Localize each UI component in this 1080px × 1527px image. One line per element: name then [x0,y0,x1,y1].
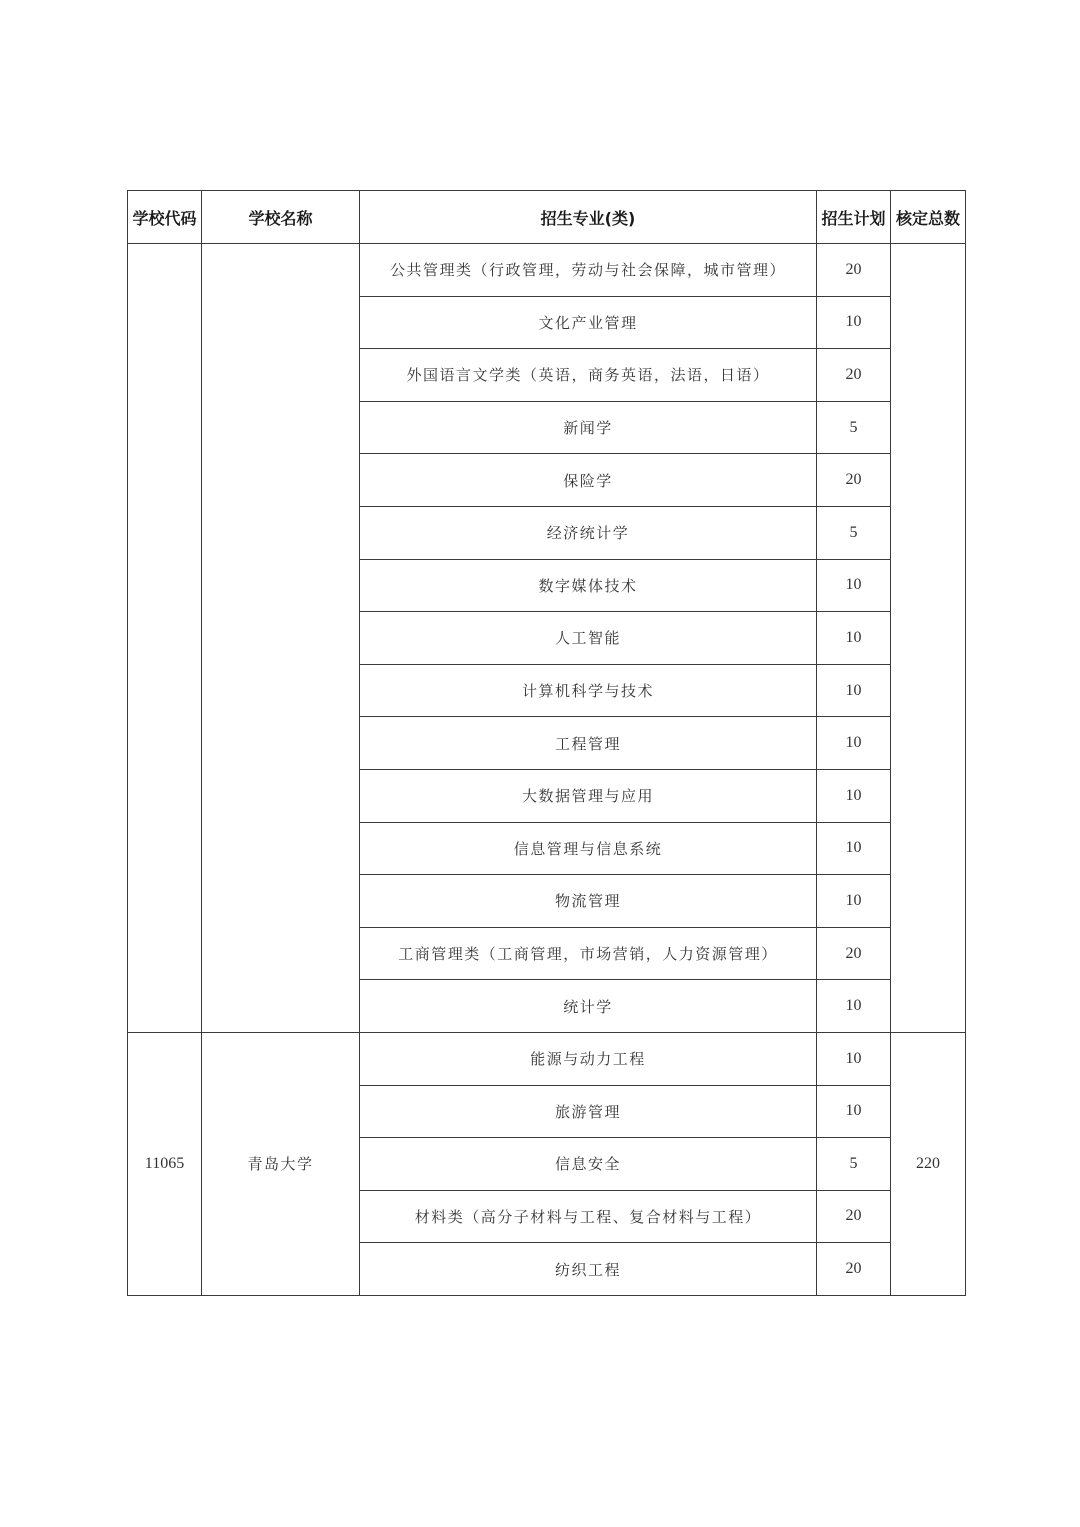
plan-cell: 10 [817,980,891,1033]
major-cell: 材料类（高分子材料与工程、复合材料与工程） [360,1190,817,1243]
school-name-cell-continued [202,244,360,1033]
major-cell: 保险学 [360,454,817,507]
major-cell: 人工智能 [360,612,817,665]
plan-cell: 5 [817,506,891,559]
plan-cell: 10 [817,1032,891,1085]
major-cell: 能源与动力工程 [360,1032,817,1085]
plan-cell: 20 [817,349,891,402]
plan-cell: 5 [817,401,891,454]
plan-cell: 10 [817,822,891,875]
total-cell: 220 [891,1032,966,1295]
major-cell: 工程管理 [360,717,817,770]
major-cell: 工商管理类（工商管理，市场营销，人力资源管理） [360,927,817,980]
plan-cell: 10 [817,1085,891,1138]
major-cell: 大数据管理与应用 [360,769,817,822]
plan-cell: 5 [817,1138,891,1191]
major-cell: 公共管理类（行政管理，劳动与社会保障，城市管理） [360,244,817,297]
table-row [128,1032,966,1085]
table-row [128,244,966,297]
major-cell: 文化产业管理 [360,296,817,349]
plan-cell: 10 [817,769,891,822]
header-school-code: 学校代码 [128,191,202,244]
major-cell: 统计学 [360,980,817,1033]
plan-cell: 10 [817,875,891,928]
plan-cell: 20 [817,1190,891,1243]
major-cell: 信息管理与信息系统 [360,822,817,875]
plan-cell: 10 [817,612,891,665]
header-school-name: 学校名称 [202,191,360,244]
total-cell-continued [891,244,966,1033]
school-code-cell: 11065 [128,1032,202,1295]
major-cell: 计算机科学与技术 [360,664,817,717]
major-cell: 经济统计学 [360,506,817,559]
major-cell: 外国语言文学类（英语，商务英语，法语，日语） [360,349,817,402]
major-cell: 纺织工程 [360,1243,817,1296]
plan-cell: 20 [817,244,891,297]
header-plan: 招生计划 [817,191,891,244]
plan-cell: 10 [817,296,891,349]
header-total: 核定总数 [891,191,966,244]
plan-cell: 10 [817,559,891,612]
major-cell: 物流管理 [360,875,817,928]
major-cell: 旅游管理 [360,1085,817,1138]
school-code-cell-continued [128,244,202,1033]
major-cell: 新闻学 [360,401,817,454]
enrollment-quota-table [127,190,966,1296]
plan-cell: 20 [817,1243,891,1296]
plan-cell: 20 [817,927,891,980]
plan-cell: 10 [817,664,891,717]
school-name-cell: 青岛大学 [202,1032,360,1295]
major-cell: 数字媒体技术 [360,559,817,612]
plan-cell: 20 [817,454,891,507]
header-major: 招生专业(类) [360,191,817,244]
plan-cell: 10 [817,717,891,770]
major-cell: 信息安全 [360,1138,817,1191]
table-header-row [128,191,966,244]
